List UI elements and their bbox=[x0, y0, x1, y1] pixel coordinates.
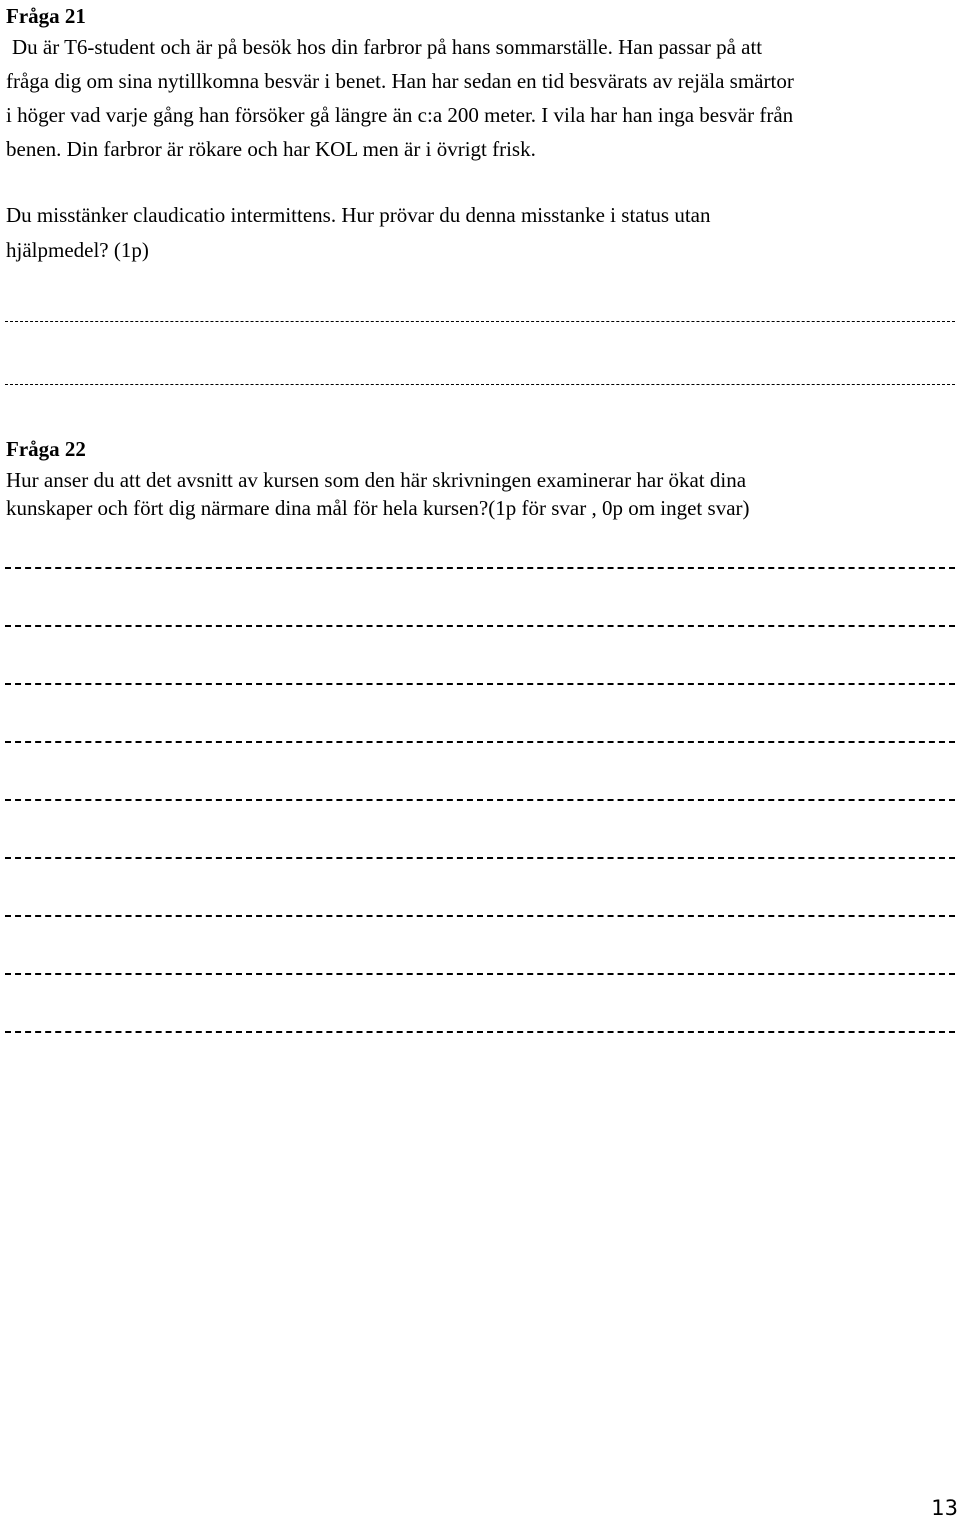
page-number: 13 bbox=[931, 1496, 958, 1520]
question-21-prompt-line-2: hjälpmedel? (1p) bbox=[6, 238, 149, 262]
answer-line bbox=[5, 384, 955, 385]
question-22-title: Fråga 22 bbox=[6, 437, 86, 461]
answer-line bbox=[5, 1031, 955, 1033]
answer-line bbox=[5, 625, 955, 627]
question-22-text-line-1: Hur anser du att det avsnitt av kursen som den här skrivningen examinerar har ökat dina bbox=[6, 468, 747, 492]
answer-line bbox=[5, 973, 955, 975]
question-21-title: Fråga 21 bbox=[6, 4, 86, 28]
answer-line bbox=[5, 915, 955, 917]
answer-line bbox=[5, 321, 955, 322]
answer-line bbox=[5, 799, 955, 801]
question-21-text-line-2: fråga dig om sina nytillkomna besvär i benet. Han har sedan en tid besvärats av rejäla smärtor bbox=[6, 69, 794, 93]
answer-line bbox=[5, 567, 955, 569]
question-21-text-line-3: i höger vad varje gång han försöker gå längre än c:a 200 meter. I vila har han inga besvär från bbox=[6, 103, 794, 127]
question-22-text-line-2: kunskaper och fört dig närmare dina mål för hela kursen?(1p för svar , 0p om inget svar) bbox=[6, 496, 750, 520]
answer-line bbox=[5, 683, 955, 685]
answer-line bbox=[5, 741, 955, 743]
answer-line bbox=[5, 857, 955, 859]
question-21-text-line-1: Du är T6-student och är på besök hos din farbror på hans sommarställe. Han passar på att bbox=[12, 35, 763, 59]
question-21-text-line-4: benen. Din farbror är rökare och har KOL men är i övrigt frisk. bbox=[6, 137, 536, 161]
question-21-prompt-line-1: Du misstänker claudicatio intermittens. Hur prövar du denna misstanke i status utan bbox=[6, 203, 711, 227]
